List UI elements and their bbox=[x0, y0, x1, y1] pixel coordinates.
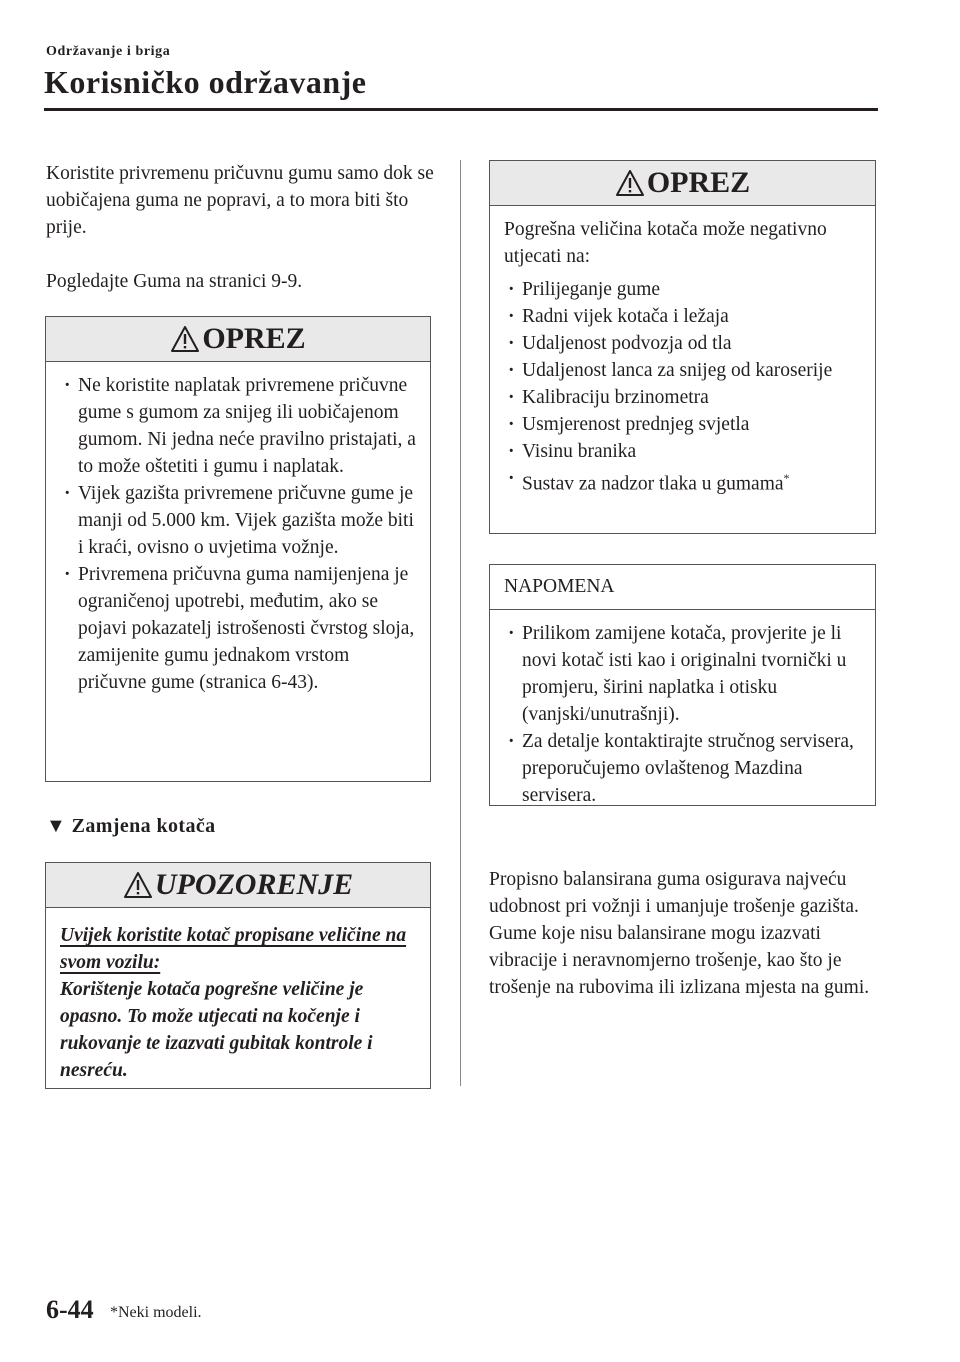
list-item bbox=[504, 465, 861, 498]
list-item: · Udaljenost lanca za snijeg od karoserije bbox=[504, 357, 861, 384]
title-rule bbox=[44, 108, 878, 111]
subheading bbox=[46, 815, 216, 838]
balance-paragraph: Propisno balansirana guma osigurava najveću udobnost pri vožnji i umanjuje trošenje gazišta. Gume koje nisu balansirane mogu izazvati vibracije i neravnomjerno trošenje, kao što je trošenje na rubovima ili izlizana mjesta na gumi. bbox=[489, 869, 870, 998]
warning-box-body bbox=[46, 908, 430, 1098]
note-box-body bbox=[490, 610, 875, 823]
warning-text: Korištenje kotača pogrešne veličine je opasno. To može utjecati na kočenje i rukovanje te izazvati gubitak kontrole i nesreću. bbox=[60, 979, 373, 1081]
list-item: · Usmjerenost prednjeg svjetla bbox=[504, 411, 861, 438]
caution-heading: OPREZ bbox=[646, 166, 751, 199]
note-box bbox=[489, 564, 876, 806]
list-item: · Kalibraciju brzinometra bbox=[504, 384, 861, 411]
warning-box-header bbox=[46, 863, 430, 908]
caution-box-1 bbox=[45, 316, 431, 782]
list-item-text: Sustav za nadzor tlaka u gumama bbox=[522, 473, 784, 495]
list-item: · Ne koristite naplatak privremene pričuvne gume s gumom za snijeg ili uobičajenom gumom. Ni jedna neće pravilno pristajati, a to može oštetiti i gumu i naplatak. bbox=[60, 372, 416, 480]
column-divider bbox=[460, 160, 461, 1086]
subheading-text: Zamjena kotača bbox=[71, 815, 216, 837]
caution-intro: Pogrešna veličina kotača može negativno utjecati na: bbox=[504, 219, 827, 267]
page-number: 6-44 bbox=[46, 1295, 94, 1324]
intro-paragraph: Koristite privremenu pričuvnu gumu samo dok se uobičajena guma ne popravi, a to mora biti što prije. bbox=[46, 163, 434, 238]
see-also-paragraph: Pogledajte Guma na stranici 9-9. bbox=[46, 271, 303, 292]
caution-heading: OPREZ bbox=[202, 322, 306, 355]
list-item: · Radni vijek kotača i ležaja bbox=[504, 303, 861, 330]
caution-box-2-header bbox=[490, 161, 875, 206]
warning-lead: Uvijek koristite kotač propisane veličine na svom vozilu: bbox=[60, 925, 407, 973]
list-item: · Vijek gazišta privremene pričuvne gume je manji od 5.000 km. Vijek gazišta može biti i kraći, ovisno o uvjetima vožnje. bbox=[60, 480, 416, 561]
subheading-marker: ▼ bbox=[46, 815, 67, 837]
caution-box-1-body bbox=[46, 362, 430, 710]
section-label: Održavanje i briga bbox=[46, 44, 171, 59]
warning-heading: UPOZORENJE bbox=[154, 868, 354, 901]
list-item: · Privremena pričuvna guma namijenjena je ograničenoj upotrebi, međutim, ako se pojavi pokazatelj istrošenosti čvrstog sloja, zamijenite gumu jednakom vrstom pričuvne gume (stranica 6-43). bbox=[60, 561, 416, 696]
warning-triangle-icon bbox=[123, 871, 153, 899]
warning-triangle-icon bbox=[615, 169, 645, 197]
list-item: · Visinu branika bbox=[504, 438, 861, 465]
page-title: Korisničko održavanje bbox=[44, 64, 367, 100]
warning-box bbox=[45, 862, 431, 1089]
note-heading: NAPOMENA bbox=[504, 576, 615, 597]
footnote-mark: * bbox=[783, 471, 790, 485]
list-item: · Prilijeganje gume bbox=[504, 276, 861, 303]
note-box-header bbox=[490, 565, 875, 610]
caution-box-2 bbox=[489, 160, 876, 534]
warning-triangle-icon bbox=[170, 325, 200, 353]
caution-box-1-header bbox=[46, 317, 430, 362]
footnote: *Neki modeli. bbox=[110, 1304, 202, 1321]
list-item: · Udaljenost podvozja od tla bbox=[504, 330, 861, 357]
list-item: · Za detalje kontaktirajte stručnog servisera, preporučujemo ovlaštenog Mazdina servisera. bbox=[504, 728, 861, 809]
list-item: · Prilikom zamijene kotača, provjerite je li novi kotač isti kao i originalni tvornički u promjeru, širini naplatka i otisku (vanjski/unutrašnji). bbox=[504, 620, 861, 728]
caution-box-2-body bbox=[490, 206, 875, 512]
